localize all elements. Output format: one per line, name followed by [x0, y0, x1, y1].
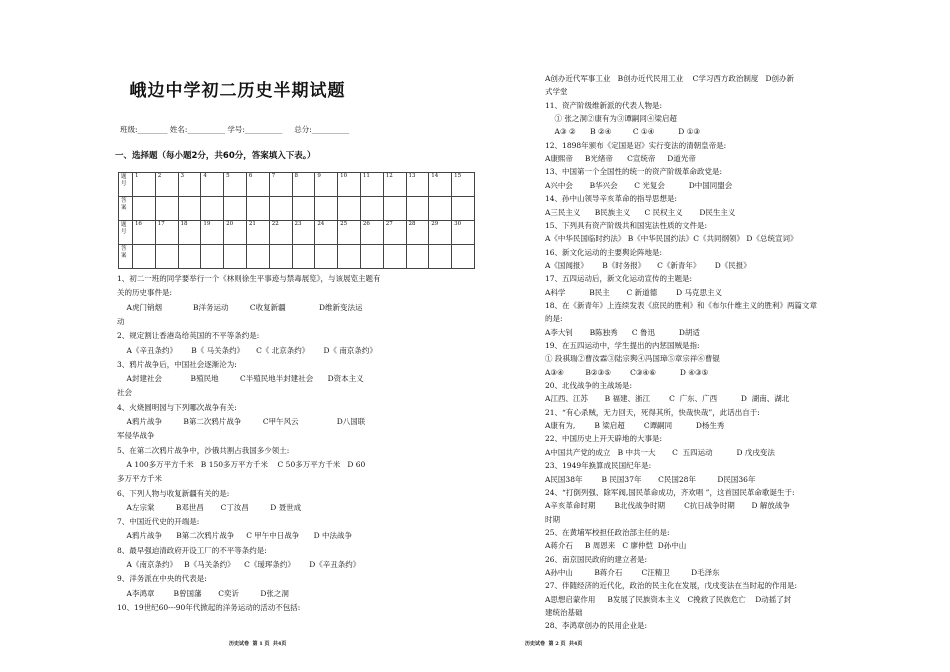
- student-info-line: 班级:________ 姓名:__________ 学号:__________ 总分:__________: [120, 125, 350, 134]
- text-line: 6、下列人物与收复新疆有关的是:: [117, 488, 230, 498]
- text-line: A 100多万平方千米 B 150多万平方千米 C 50多万平方千米 D 60: [117, 459, 366, 469]
- text-line: 22、中国历史上开天辟地的大事是:: [545, 434, 663, 444]
- question-number-cell: 11: [360, 173, 383, 197]
- page-footer-1: 历史试卷 第 1 页 共4页: [229, 641, 287, 647]
- question-number-cell: 7: [269, 173, 292, 197]
- text-line: A左宗棠 B邓世昌 C丁汝昌 D 聂世成: [117, 502, 302, 512]
- answer-cell[interactable]: [406, 245, 429, 269]
- text-line: A康有为, B 梁启超 C谭嗣同 D杨生秀: [545, 421, 725, 431]
- text-line: 2、规定割让香港岛给英国的不平等条约是:: [117, 331, 260, 341]
- question-number-cell: 5: [224, 173, 247, 197]
- text-line: 5、在第二次鸦片战争中，沙俄共割占我国多少领土:: [117, 445, 290, 455]
- text-line: A③④ B②③⑤ C③④⑥ D ④③⑤: [545, 367, 709, 377]
- text-line: A三民主义 B民族主义 C 民权主义 D民生主义: [545, 207, 736, 217]
- text-line: 17、五四运动后，新文化运动宣传的主题是:: [545, 274, 693, 284]
- table-row-numbers: [119, 173, 475, 197]
- text-line: 建统治基础: [545, 608, 583, 617]
- text-line: 式学堂: [545, 87, 568, 97]
- text-line: 11、资产阶级维新派的代表人物是:: [545, 100, 663, 110]
- answer-cell[interactable]: [429, 245, 452, 269]
- text-line: 3、鸦片战争后，中国社会逐渐沦为:: [117, 359, 237, 369]
- answer-cell[interactable]: [429, 197, 452, 221]
- row-label: 答案: [119, 245, 133, 269]
- text-line: 20、北伐战争的主战场是:: [545, 381, 633, 391]
- text-line: A兴中会 B华兴会 C 光复会 D中国同盟会: [545, 180, 733, 190]
- row-label: 题号: [119, 173, 133, 197]
- answer-cell[interactable]: [201, 245, 224, 269]
- text-line: 26、南京国民政府的建立者是:: [545, 554, 648, 564]
- text-line: A辛亥革命时期 B北伐战争时期 C抗日战争时期 D 解放战争: [545, 501, 790, 511]
- text-line: A③ ② B ②④ C ①④ D ①③: [545, 127, 701, 137]
- question-number-cell: 2: [155, 173, 178, 197]
- question-number-cell: 6: [246, 173, 269, 197]
- text-line: A《中华民国临时约法》 B《中华民国约法》C《共同纲领》 D《总统宣词》: [545, 234, 798, 244]
- question-number-cell: 1: [132, 173, 155, 197]
- question-number-cell: 14: [429, 173, 452, 197]
- text-line: A思想启蒙作用 B发展了民族资本主义 C挽救了民族危亡 D动摇了封: [545, 594, 792, 604]
- text-line: A李鸿章 B曾国藩 C奕䜣 D张之洞: [117, 588, 289, 598]
- text-line: 18、在《新青年》上连续发表《庶民的胜利》和《布尔什维主义的胜利》两篇文章: [545, 300, 818, 310]
- answer-cell[interactable]: [360, 245, 383, 269]
- text-line: 军侵华战争: [117, 431, 155, 441]
- table-row-answers: [119, 245, 475, 269]
- text-line: 10、19世纪60---90年代掀起的洋务运动的活动不包括:: [117, 602, 301, 612]
- section-heading: 一、选择题（每小题2分，共60分，答案填入下表。）: [115, 151, 316, 161]
- page-footer-2: 历史试卷 第 2 页 共4页: [525, 641, 583, 647]
- text-line: 7、中国近代史的开端是:: [117, 517, 200, 527]
- answer-cell[interactable]: [224, 197, 247, 221]
- text-line: A蒋介石 B 周恩来 C 廖仲恺 D孙中山: [545, 541, 687, 551]
- text-line: A创办近代军事工业 B创办近代民用工业 C学习西方政治制度 D创办新: [545, 74, 795, 83]
- answer-cell[interactable]: [201, 197, 224, 221]
- text-line: A康熙帝 B光绪帝 C宣统帝 D道光帝: [545, 154, 696, 164]
- text-line: A李大钊 B陈独秀 C 鲁迅 D胡适: [545, 327, 700, 337]
- text-line: 21、“有心杀贼，无力回天，死得其所，快哉快哉”，此话出自于:: [545, 407, 760, 417]
- question-number-cell: 25: [338, 221, 361, 245]
- text-line: 9、洋务派在中央的代表是:: [117, 574, 207, 584]
- question-number-cell: 29: [429, 221, 452, 245]
- text-line: A《辛丑条约》 B《 马关条约》 C《 北京条约》 D《 南京条约》: [117, 345, 377, 355]
- text-line: 关的历史事件是:: [117, 288, 173, 298]
- text-line: 8、最早强迫清政府开设工厂的不平等条约是:: [117, 545, 267, 555]
- question-number-cell: 23: [292, 221, 315, 245]
- question-number-cell: 16: [132, 221, 155, 245]
- question-number-cell: 12: [383, 173, 406, 197]
- answer-cell[interactable]: [178, 197, 201, 221]
- text-line: A封建社会 B殖民地 C半殖民地半封建社会 D资本主义: [117, 374, 364, 384]
- row-label: 答案: [119, 197, 133, 221]
- text-line: A鸦片战争 B第二次鸦片战争 C甲午风云 D八国联: [117, 417, 366, 426]
- answer-cell[interactable]: [292, 197, 315, 221]
- text-line: 1、初二一班的同学要举行一个《林则徐生平事迹与禁毒展览》，与该展览主题有: [117, 274, 381, 283]
- answer-cell[interactable]: [315, 245, 338, 269]
- text-line: ① 张之洞②康有为③谭嗣同④梁启超: [545, 114, 677, 124]
- question-number-cell: 27: [383, 221, 406, 245]
- text-line: A孙中山 B蒋介石 C汪精卫 D毛泽东: [545, 567, 720, 577]
- answer-cell[interactable]: [155, 197, 178, 221]
- text-line: 时期: [545, 514, 560, 524]
- question-number-cell: 30: [452, 221, 475, 245]
- text-line: 多万平方千米: [117, 474, 162, 484]
- text-line: 25、在黄埔军校担任政治部主任的是:: [545, 527, 670, 537]
- text-line: 12、1898年颁布《定国是诏》实行变法的清朝皇帝是:: [545, 140, 727, 150]
- text-line: 27、伴随经济的近代化，政治的民主化在发展，戊戌变法在当时起的作用是:: [545, 581, 798, 591]
- text-line: 社会: [117, 388, 132, 398]
- question-number-cell: 24: [315, 221, 338, 245]
- text-line: A《国闻报》 B《时务报》 C《新青年》 D《民报》: [545, 260, 751, 270]
- text-line: 28、李鸿章创办的民用企业是:: [545, 621, 648, 631]
- answer-cell[interactable]: [132, 197, 155, 221]
- answer-cell[interactable]: [383, 245, 406, 269]
- text-line: 4、火烧圆明园与下列哪次战争有关:: [117, 402, 237, 412]
- row-label: 题号: [119, 221, 133, 245]
- text-line: 13、中国第一个全国性的统一的资产阶级革命政党是:: [545, 167, 723, 177]
- text-line: A《南京条约》 B《马关条约》 C《瑷珲条约》 D《辛丑条约》: [117, 560, 361, 569]
- answer-cell[interactable]: [315, 197, 338, 221]
- question-number-cell: 19: [201, 221, 224, 245]
- answer-cell[interactable]: [338, 245, 361, 269]
- answer-cell[interactable]: [338, 197, 361, 221]
- question-number-cell: 18: [178, 221, 201, 245]
- question-number-cell: 26: [360, 221, 383, 245]
- question-number-cell: 28: [406, 221, 429, 245]
- question-number-cell: 20: [224, 221, 247, 245]
- answer-cell[interactable]: [246, 197, 269, 221]
- answer-cell[interactable]: [155, 245, 178, 269]
- text-line: A中国共产党的成立 B 中共一大 C 五四运动 D 戊戌变法: [545, 447, 775, 457]
- text-line: 19、在五四运动中，学生提出的内惩国贼是指:: [545, 341, 700, 350]
- question-number-cell: 22: [269, 221, 292, 245]
- answer-cell[interactable]: [269, 197, 292, 221]
- answer-cell[interactable]: [224, 245, 247, 269]
- answer-cell[interactable]: [178, 245, 201, 269]
- answer-cell[interactable]: [360, 197, 383, 221]
- exam-title: 峨边中学初二历史半期试题: [129, 81, 346, 101]
- text-line: 24、“打倒列强、除军阀,国民革命成功，齐欢唱 ”，这首国民革命歌诞生于:: [545, 487, 795, 497]
- table-row-numbers: [119, 221, 475, 245]
- question-number-cell: 13: [406, 173, 429, 197]
- answer-cell[interactable]: [292, 245, 315, 269]
- text-line: 的是:: [545, 314, 563, 324]
- text-line: 16、新文化运动的主要舆论阵地是:: [545, 247, 663, 257]
- text-line: 23、1949年换算成民国纪年是:: [545, 461, 652, 471]
- page-right: [475, 0, 950, 672]
- text-line: A虎门销烟 B洋务运动 C收复新疆 D维新变法运: [117, 302, 363, 312]
- table-row-answers: [119, 197, 475, 221]
- text-line: A江西、江苏 B 福建、浙江 C 广东、广西 D 湖南、湖北: [545, 394, 790, 404]
- question-number-cell: 15: [452, 173, 475, 197]
- text-line: ① 段祺瑞②曹汝霖③陆宗舆④冯国璋⑤章宗祥⑥曹锟: [545, 354, 720, 364]
- answer-cell[interactable]: [406, 197, 429, 221]
- answer-cell[interactable]: [452, 245, 475, 269]
- answer-cell[interactable]: [132, 245, 155, 269]
- answer-cell[interactable]: [246, 245, 269, 269]
- answer-cell[interactable]: [383, 197, 406, 221]
- answer-table: [118, 172, 475, 269]
- text-line: A鸦片战争 B第二次鸦片战争 C 甲午中日战争 D 中法战争: [117, 531, 353, 541]
- question-number-cell: 9: [315, 173, 338, 197]
- text-line: 15、下列具有资产阶级共和国宪法性质的文件是:: [545, 220, 708, 230]
- text-line: 14、孙中山领导辛亥革命的指导思想是:: [545, 194, 678, 204]
- answer-cell[interactable]: [452, 197, 475, 221]
- question-number-cell: 8: [292, 173, 315, 197]
- question-number-cell: 4: [201, 173, 224, 197]
- question-number-cell: 17: [155, 221, 178, 245]
- question-number-cell: 3: [178, 173, 201, 197]
- answer-cell[interactable]: [269, 245, 292, 269]
- text-line: A科学 B民主 C 新道德 D 马克思主义: [545, 287, 723, 297]
- text-line: A民国38年 B 民国37年 C民国28年 D民国36年: [545, 474, 756, 484]
- question-number-cell: 10: [338, 173, 361, 197]
- question-number-cell: 21: [246, 221, 269, 245]
- text-line: 动: [117, 316, 125, 326]
